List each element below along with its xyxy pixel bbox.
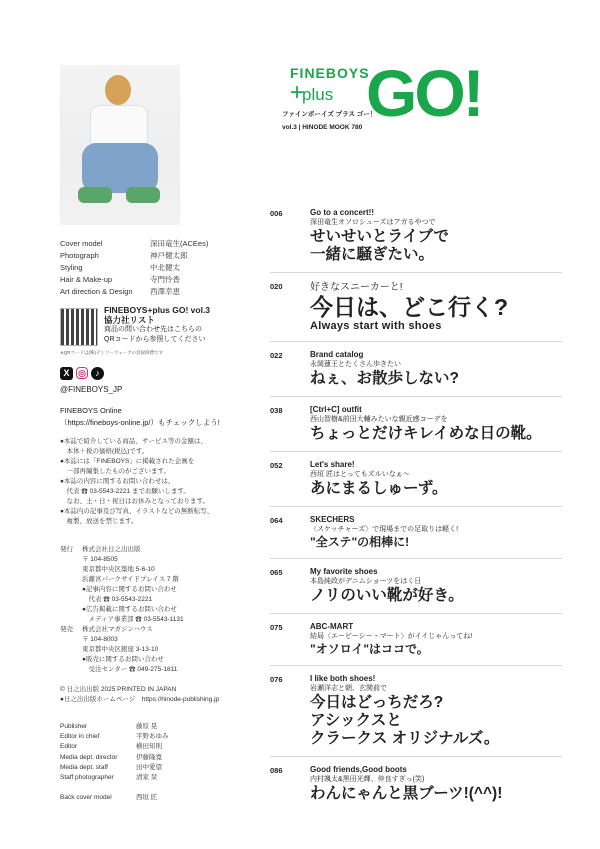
entry-title: せいせいとライブで [310,228,450,245]
entry-subtitle: 本島純政がデニムショーツをはく日 [310,578,422,585]
toc-entry[interactable] [270,396,562,451]
page-number: 065 [270,568,283,577]
publisher-row: ●広告掲載に関するお問い合わせ [82,606,177,613]
entry-subtitle: 内村颯太&黒田光輝、仲良すぎっ(笑) [310,776,425,783]
entry-category: SKECHERS [310,515,355,524]
entry-title: 今日はどっちだろ? [310,694,444,711]
publisher-row: メディア事業部 ☎ 03-5543-1131 [82,616,184,623]
entry-category: My favorite shoes [310,567,378,576]
entry-subtitle: 〈スケッチャーズ〉で現場までの足取りは軽く! [310,526,459,533]
entry-title: "全ステ"の相棒に! [310,535,410,549]
publisher-row: 浜離宮パークサイドプレイス 7 階 [82,576,179,583]
entry-tagline: Always start with shoes [310,320,442,332]
toc-entry[interactable] [270,200,562,272]
entry-title: ノリのいい靴が好き。 [310,587,464,604]
publisher-info [60,545,184,675]
volume-info: vol.3 | HINODE MOOK 780 [282,124,363,131]
entry-title: "オソロイ"はココで。 [310,642,429,656]
entry-title: アシックスと [310,712,402,729]
entry-category: Brand catalog [310,350,364,359]
entry-title: わんにゃんと黒ブーツ!(^^)! [310,785,503,802]
entry-subtitle: 岩瀬洋志と朝、玄関前で [310,685,387,692]
qr-note: ※QRコードは(株)デンソーウェーブの登録商標です [60,350,164,355]
qr-code[interactable] [60,308,98,346]
cover-model-photo [60,65,180,225]
page-number: 020 [270,282,283,291]
publisher-row: ●販売に関するお問い合わせ [82,656,164,663]
publisher-row: 東京都中央区築地 5-6-10 [82,566,155,573]
entry-subtitle: 結局〈エービーシー・マート〉がイイじゃんってね! [310,633,473,640]
notes: ●本誌で紹介している商品、サービス等の金額は、 本体＋税の価格(税込)です。 ●本誌には「FINEBOYS」に掲載された企画を 一部再編集したものがございます。 ●本誌の内容に関するお問い合わせは、 代表 ☎ 03-5543-2221 までお願いします。 なお、土・日・祝日はお休みとなっております。 ●本誌内の記事及び写真、イラストなどの無断転写、 複製、放送を禁じます。 [60,438,214,525]
entry-subtitle: 西山智樹&前田大輔みたいな親近感コーデを [310,416,448,423]
entry-category: Go to a concert!! [310,208,375,217]
toc-entry[interactable] [270,451,562,506]
publisher-row: 代表 ☎ 03-5543-2221 [82,596,153,603]
publisher-row: ●記事内容に関するお問い合わせ [82,586,177,593]
entry-subtitle: 西垣 匠はとってもズルいなぁ〜 [310,471,410,478]
page-number: 038 [270,406,283,415]
table-of-contents [270,200,562,811]
toc-entry[interactable] [270,272,562,341]
page-number: 076 [270,675,283,684]
online-link[interactable]: （https://fineboys-online.jp/）もチェックしよう! [60,418,220,427]
publisher-row: 〒 104-8505 [82,556,118,563]
logo-fineboys: FINEBOYS [290,65,370,81]
entry-title: 一緒に騒ぎたい。 [310,246,435,263]
fineboys-online: FINEBOYS Online （https://fineboys-online.jp/）もチェックしよう! [60,406,220,427]
page-number: 022 [270,351,283,360]
publisher-row: 〒 104-8003 [82,636,118,643]
entry-title: あにまるしゅーず。 [310,480,448,497]
publisher-row: 発売 株式会社マガジンハウス [60,626,153,633]
entry-title: ねぇ、お散歩しない? [310,370,459,387]
toc-entry[interactable] [270,558,562,613]
publisher-row: 受注センター ☎ 049-275-1811 [82,666,178,673]
page-number: 052 [270,461,283,470]
publisher-row: 東京都中央区銀座 3-13-10 [82,646,159,653]
cover-credits: Cover model 深田竜生(ACEes) Photograph 神戸健太郎 Styling 中北健太 Hair & Make-up 寺門怜香 Art direction & Design 西澤幸恵 [60,239,209,296]
logo-kana: ファインボーイズ プラス ゴー！ [282,111,377,118]
entry-title: ちょっとだけキレイめな日の靴。 [310,425,542,442]
toc-entry[interactable] [270,341,562,396]
copyright: © 日之出出版 2025 PRINTED IN JAPAN ●日之出出版ホームページ https://hinode-publishing.jp [60,686,220,703]
entry-category: Let's share! [310,460,355,469]
entry-subtitle: 深田竜生オソロシューズはアガるやつで [310,219,436,226]
toc-entry[interactable] [270,665,562,756]
entry-lead: 好きなスニーカーと! [310,282,403,293]
entry-category: [Ctrl+C] outfit [310,405,362,414]
entry-category: ABC-MART [310,622,354,631]
logo-go: GO! [366,56,482,130]
page-number: 064 [270,516,283,525]
social-icons [60,367,104,380]
logo-plus: +plus [290,79,334,106]
qr-info: FINEBOYS+plus GO! vol.3 協力社リスト 商品の問い合わせ先はこちらの QRコードから参照してください [104,305,211,343]
publisher-row: 発行 株式会社日之出出版 [60,546,141,553]
instagram-icon[interactable]: ◎ [76,367,88,379]
page-number: 086 [270,766,283,775]
entry-title: クラークス オリジナルズ。 [310,730,500,747]
page-number: 075 [270,623,283,632]
tiktok-icon[interactable]: ♪ [91,367,104,380]
toc-entry[interactable] [270,613,562,665]
toc-entry[interactable] [270,506,562,558]
entry-category: Good friends,Good boots [310,765,407,774]
entry-subtitle: 永岡蓮王とたくさん歩きたい [310,361,401,368]
entry-category: I like both shoes! [310,674,376,683]
toc-entry[interactable] [270,756,562,811]
staff-credits: Publisher 藤原 晃 Editor in chief 平野あゆみ Editor 横田知則 Media dept. director 伊藤隆寛 Media dept. staff 田中愛望 Staff photographer 清家 栞 Back cover model 西垣 匠 [60,723,169,802]
x-icon[interactable]: X [60,367,73,380]
page-number: 006 [270,209,283,218]
entry-title: 今日は、どこ行く? [310,294,509,320]
social-handle: @FINEBOYS_JP [60,385,123,394]
